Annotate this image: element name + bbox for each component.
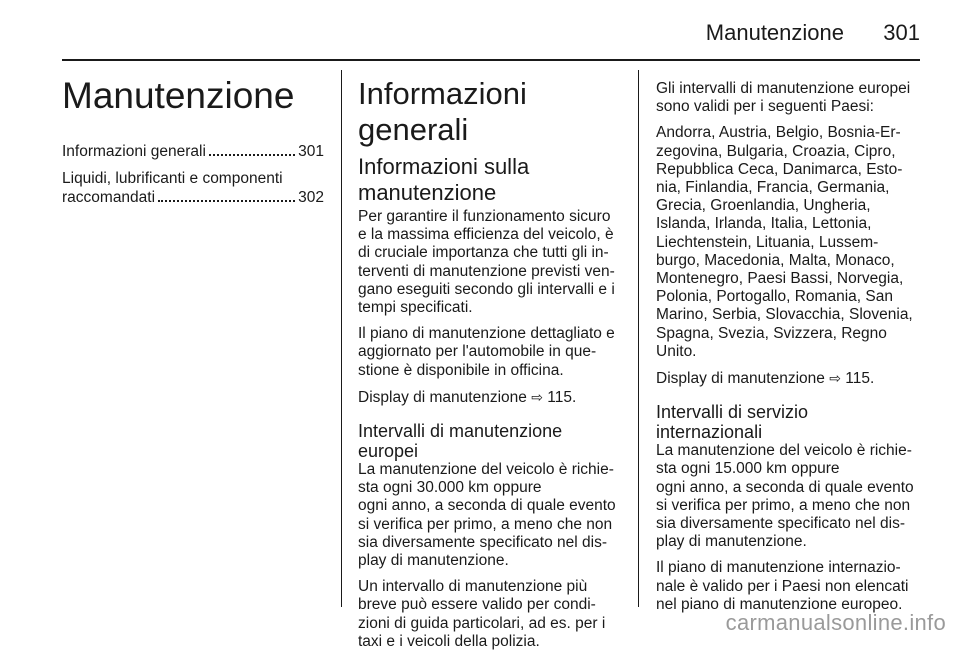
heading-line: Informazioni sulla bbox=[358, 154, 530, 179]
text-line: Andorra, Austria, Belgio, Bosnia-Er- bbox=[656, 124, 901, 142]
text-line: Grecia, Groenlandia, Ungheria, bbox=[656, 197, 871, 215]
text-line: nel piano di manutenzione europeo. bbox=[656, 595, 903, 613]
text-line: aggiornato per l'automobile in que- bbox=[358, 343, 597, 361]
text-line: nia, Finlandia, Francia, Germania, bbox=[656, 179, 890, 197]
paragraph bbox=[656, 442, 920, 551]
paragraph bbox=[358, 325, 620, 380]
heading-line: manutenzione bbox=[358, 180, 497, 205]
heading-line: Intervalli di servizio bbox=[656, 402, 809, 423]
text-line: zioni di guida particolari, ad es. per i bbox=[358, 614, 606, 632]
text-line: stione è disponibile in officina. bbox=[358, 361, 564, 379]
subsection-heading bbox=[358, 421, 620, 461]
text-line: Il piano di manutenzione internazio- bbox=[656, 559, 901, 577]
toc-entry-label-line: Liquidi, lubrificanti e componenti bbox=[62, 170, 283, 187]
text-line: breve può essere valido per condi- bbox=[358, 596, 596, 614]
toc-entry-page: 301 bbox=[298, 143, 324, 160]
text-line: Repubblica Ceca, Danimarca, Esto- bbox=[656, 160, 903, 178]
header-divider bbox=[62, 59, 920, 61]
toc-leader bbox=[158, 200, 295, 202]
paragraph bbox=[358, 578, 620, 651]
chapter-title: Manutenzione bbox=[62, 75, 295, 116]
toc-entry-label: Informazioni generali bbox=[62, 143, 206, 160]
cross-reference-text: Display di manutenzione bbox=[656, 370, 825, 388]
text-line: Spagna, Svezia, Svizzera, Regno bbox=[656, 324, 887, 342]
text-line: si verifica per primo, a meno che non bbox=[656, 496, 911, 514]
text-line: sia diversamente specificato nel dis- bbox=[656, 515, 905, 533]
paragraph bbox=[656, 80, 920, 116]
text-line: play di manutenzione. bbox=[656, 533, 807, 551]
text-line: Il piano di manutenzione dettagliato e bbox=[358, 325, 615, 343]
toc-entry-label: raccomandati bbox=[62, 189, 156, 206]
countries-list bbox=[656, 124, 920, 361]
toc-entry[interactable] bbox=[62, 142, 324, 161]
paragraph bbox=[656, 559, 920, 614]
subsection-heading bbox=[358, 154, 620, 206]
text-line: sia diversamente specificato nel dis- bbox=[358, 533, 607, 551]
text-line: sono validi per i seguenti Paesi: bbox=[656, 98, 874, 116]
heading-line: internazionali bbox=[656, 422, 763, 443]
arrow-right-icon: ⇨ bbox=[829, 370, 841, 387]
column-divider-left bbox=[341, 70, 342, 607]
countries-column bbox=[656, 80, 920, 614]
text-line: ogni anno, a seconda di quale evento bbox=[358, 497, 616, 515]
header-page-number: 301 bbox=[883, 20, 920, 45]
page-header bbox=[62, 14, 920, 50]
text-line: play di manutenzione. bbox=[358, 552, 509, 570]
text-line: zegovina, Bulgaria, Croazia, Cipro, bbox=[656, 142, 896, 160]
cross-reference-page: 115. bbox=[845, 370, 875, 388]
text-line: Gli intervalli di manutenzione europei bbox=[656, 80, 911, 97]
text-line: di cruciale importanza che tutti gli in- bbox=[358, 244, 609, 262]
text-line: terventi di manutenzione previsti ven- bbox=[358, 262, 615, 280]
heading-line: Intervalli di manutenzione bbox=[358, 421, 563, 442]
subsection-heading bbox=[656, 402, 920, 442]
text-line: Liechtenstein, Lituania, Lussem- bbox=[656, 233, 879, 251]
text-line: sta ogni 15.000 km oppure bbox=[656, 460, 840, 478]
text-line: Islanda, Irlanda, Italia, Lettonia, bbox=[656, 215, 872, 233]
cross-reference-page: 115. bbox=[547, 388, 577, 406]
text-line: nale è valido per i Paesi non elencati bbox=[656, 577, 909, 595]
cross-reference[interactable] bbox=[656, 369, 920, 388]
text-line: taxi e i veicoli della polizia. bbox=[358, 632, 540, 650]
text-line: Marino, Serbia, Slovacchia, Slovenia, bbox=[656, 306, 913, 324]
text-line: Un intervallo di manutenzione più bbox=[358, 578, 588, 596]
text-line: e la massima efficienza del veicolo, è bbox=[358, 226, 614, 244]
cross-reference[interactable] bbox=[358, 388, 620, 407]
header-title: Manutenzione bbox=[705, 20, 844, 45]
heading-line: europei bbox=[358, 441, 419, 462]
arrow-right-icon: ⇨ bbox=[531, 388, 543, 405]
text-line: si verifica per primo, a meno che non bbox=[358, 515, 613, 533]
text-line: tempi specificati. bbox=[358, 299, 473, 317]
text-line: gano eseguiti secondo gli intervalli e i bbox=[358, 280, 615, 298]
cross-reference-text: Display di manutenzione bbox=[358, 388, 527, 406]
text-line: Per garantire il funzionamento sicuro bbox=[358, 208, 611, 225]
watermark: carmanualsonline.info bbox=[725, 610, 946, 635]
paragraph bbox=[358, 208, 620, 317]
section-title: Informazioni generali bbox=[358, 76, 527, 147]
column-divider-right bbox=[638, 70, 639, 607]
toc-entry[interactable] bbox=[62, 169, 324, 207]
text-line: ogni anno, a seconda di quale evento bbox=[656, 478, 914, 496]
toc-leader bbox=[209, 154, 295, 156]
chapter-toc-column bbox=[62, 72, 324, 215]
text-line: La manutenzione del veicolo è richie- bbox=[358, 461, 614, 479]
text-line: Montenegro, Paesi Bassi, Norvegia, bbox=[656, 270, 904, 288]
toc-entry-page: 302 bbox=[298, 189, 324, 206]
text-line: burgo, Macedonia, Malta, Monaco, bbox=[656, 251, 895, 269]
general-info-column bbox=[358, 72, 620, 651]
text-line: Unito. bbox=[656, 342, 697, 360]
text-line: Polonia, Portogallo, Romania, San bbox=[656, 288, 893, 306]
text-line: sta ogni 30.000 km oppure bbox=[358, 479, 542, 497]
paragraph bbox=[358, 461, 620, 570]
text-line: La manutenzione del veicolo è richie- bbox=[656, 442, 912, 460]
